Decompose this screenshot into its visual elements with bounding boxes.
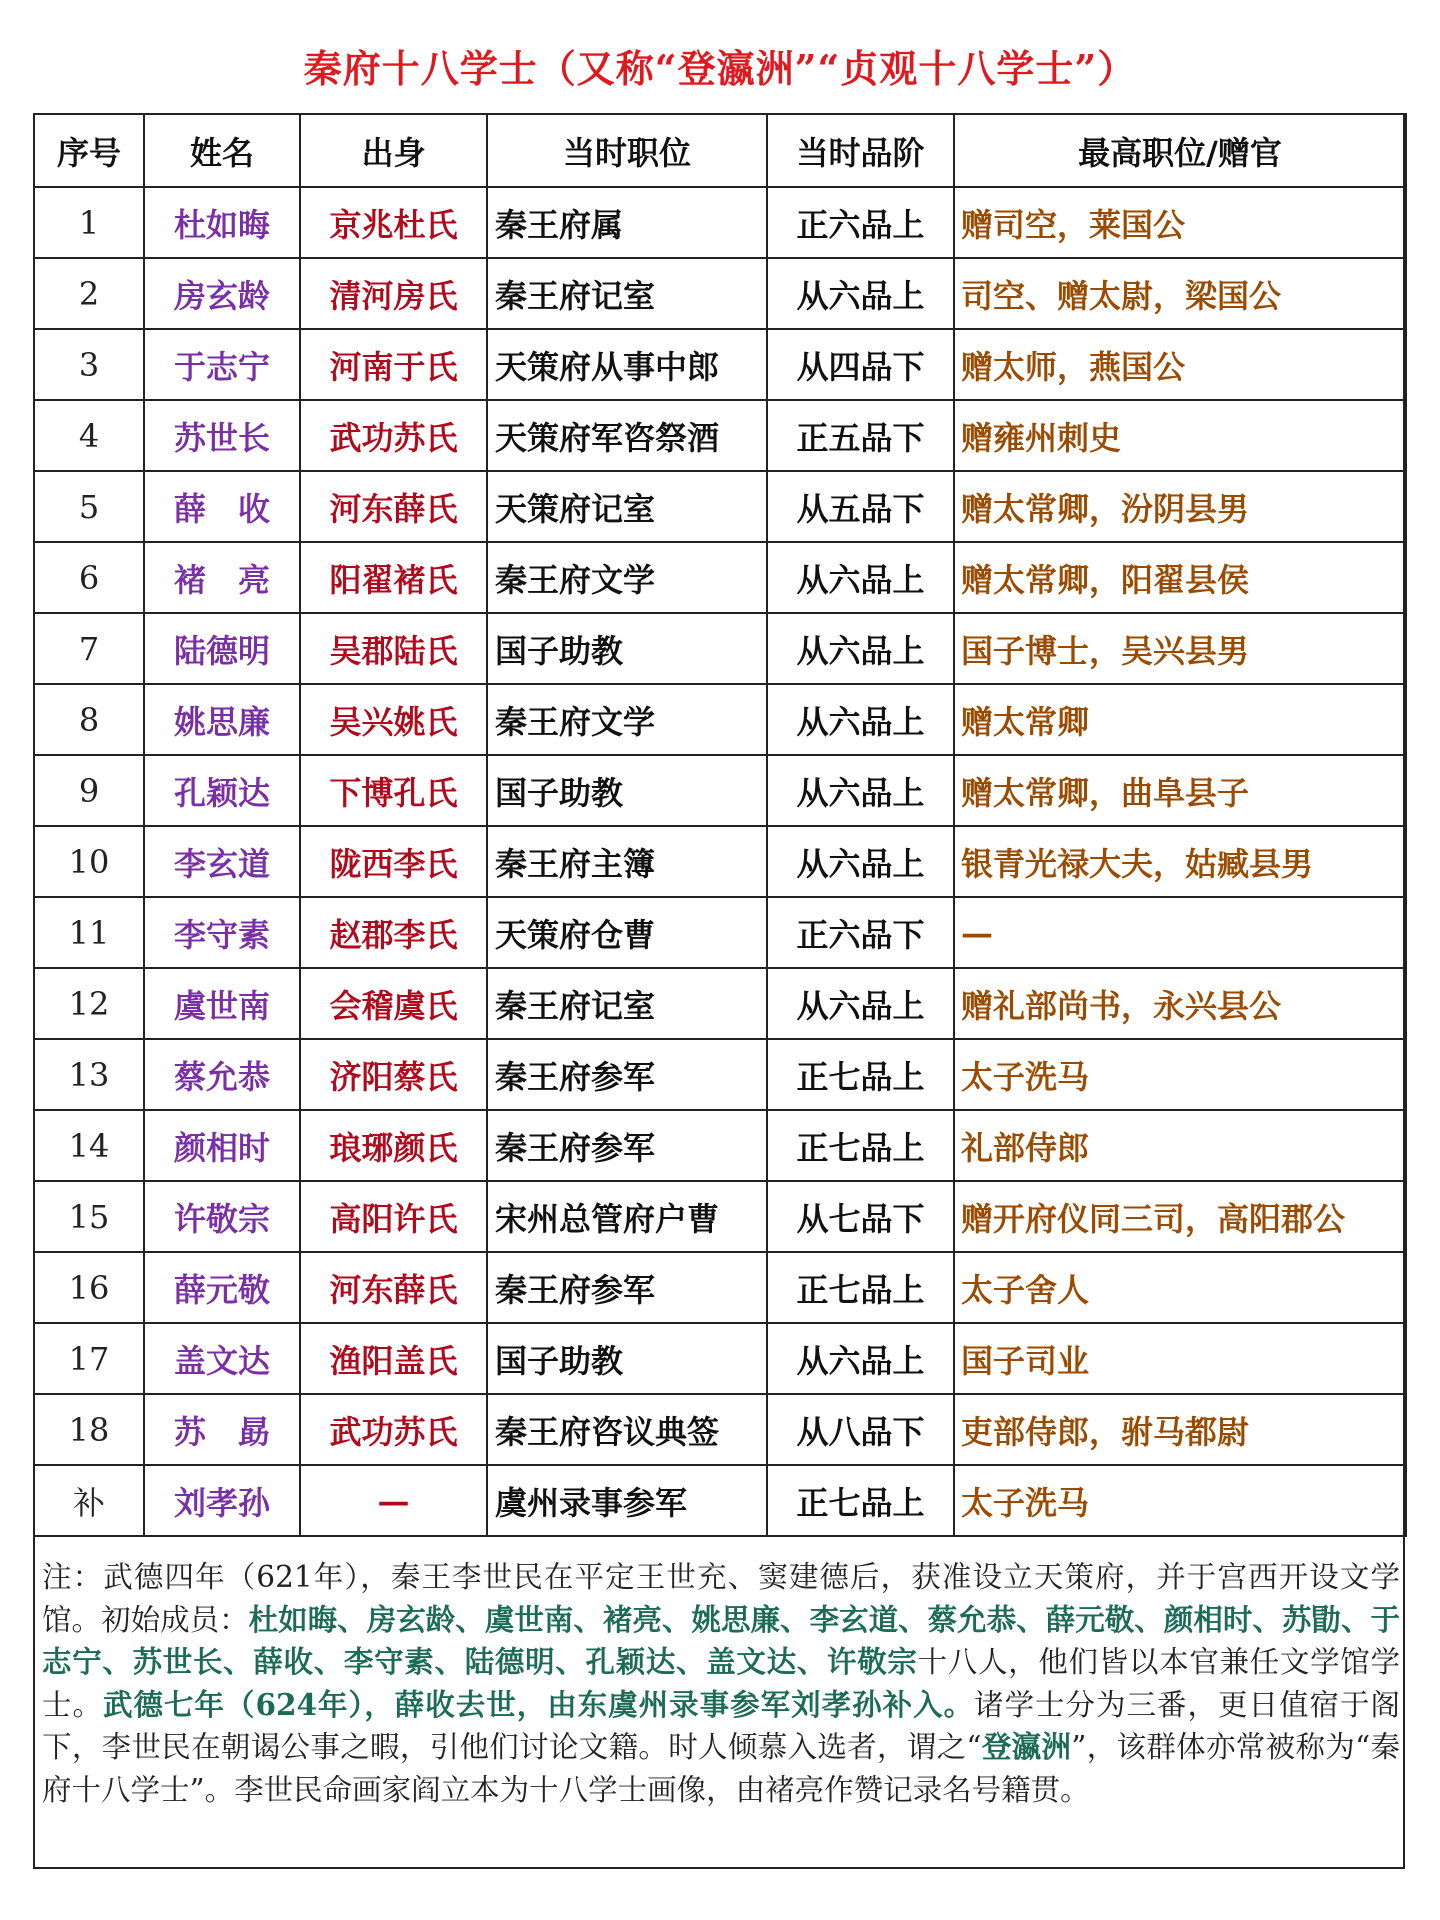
table-row — [34, 1323, 1406, 1394]
cell-no: 17 — [34, 1323, 144, 1394]
table-row — [34, 968, 1406, 1039]
cell-post: 国子助教 — [487, 755, 767, 826]
cell-post: 秦王府参军 — [487, 1039, 767, 1110]
table-row — [34, 613, 1406, 684]
scholars-table — [33, 113, 1407, 1537]
note-text: 注：武德四年（621年），秦王李世民在平定王世充、窦建德后，获准设立天策府，并于宫西开设文学馆。初始成员： — [42, 1560, 1400, 1637]
cell-highest: — — [954, 897, 1406, 968]
cell-origin: 河南于氏 — [300, 329, 487, 400]
cell-rank: 从六品上 — [767, 968, 954, 1039]
table-row — [34, 329, 1406, 400]
table-row — [34, 826, 1406, 897]
cell-rank: 正六品下 — [767, 897, 954, 968]
cell-highest: 赠太常卿，汾阴县男 — [954, 471, 1406, 542]
cell-post: 天策府记室 — [487, 471, 767, 542]
cell-rank: 从六品上 — [767, 684, 954, 755]
cell-origin: 河东薛氏 — [300, 1252, 487, 1323]
table-header-row — [34, 114, 1406, 187]
cell-rank: 从六品上 — [767, 258, 954, 329]
cell-name: 许敬宗 — [144, 1181, 300, 1252]
cell-name: 苏 勗 — [144, 1394, 300, 1465]
cell-post: 宋州总管府户曹 — [487, 1181, 767, 1252]
cell-highest: 赠太常卿 — [954, 684, 1406, 755]
cell-no: 18 — [34, 1394, 144, 1465]
cell-highest: 太子舍人 — [954, 1252, 1406, 1323]
table-row — [34, 1039, 1406, 1110]
cell-no: 7 — [34, 613, 144, 684]
cell-highest: 国子博士，吴兴县男 — [954, 613, 1406, 684]
cell-highest: 赠太常卿，阳翟县侯 — [954, 542, 1406, 613]
cell-post: 天策府仓曹 — [487, 897, 767, 968]
header-highest: 最高职位/赠官 — [954, 114, 1406, 187]
table-row — [34, 1394, 1406, 1465]
cell-no: 2 — [34, 258, 144, 329]
table-row — [34, 684, 1406, 755]
table-row — [34, 1181, 1406, 1252]
cell-origin: 河东薛氏 — [300, 471, 487, 542]
cell-highest: 礼部侍郎 — [954, 1110, 1406, 1181]
cell-origin: 陇西李氏 — [300, 826, 487, 897]
cell-origin: 吴郡陆氏 — [300, 613, 487, 684]
cell-origin: 阳翟褚氏 — [300, 542, 487, 613]
cell-name: 李守素 — [144, 897, 300, 968]
header-post: 当时职位 — [487, 114, 767, 187]
cell-rank: 从四品下 — [767, 329, 954, 400]
cell-rank: 正七品上 — [767, 1252, 954, 1323]
cell-highest: 赠礼部尚书，永兴县公 — [954, 968, 1406, 1039]
cell-rank: 从六品上 — [767, 826, 954, 897]
cell-highest: 赠雍州刺史 — [954, 400, 1406, 471]
cell-no: 11 — [34, 897, 144, 968]
cell-origin: 会稽虞氏 — [300, 968, 487, 1039]
cell-highest: 赠太师，燕国公 — [954, 329, 1406, 400]
cell-rank: 正五品下 — [767, 400, 954, 471]
cell-rank: 从六品上 — [767, 755, 954, 826]
cell-no: 12 — [34, 968, 144, 1039]
cell-origin: 渔阳盖氏 — [300, 1323, 487, 1394]
cell-name: 苏世长 — [144, 400, 300, 471]
cell-name: 于志宁 — [144, 329, 300, 400]
table-row — [34, 542, 1406, 613]
table-row — [34, 1252, 1406, 1323]
cell-name: 薛 收 — [144, 471, 300, 542]
table-row — [34, 1110, 1406, 1181]
cell-origin: 武功苏氏 — [300, 1394, 487, 1465]
cell-no: 16 — [34, 1252, 144, 1323]
cell-post: 秦王府主簿 — [487, 826, 767, 897]
cell-name: 薛元敬 — [144, 1252, 300, 1323]
cell-rank: 正七品上 — [767, 1465, 954, 1536]
cell-origin: 京兆杜氏 — [300, 187, 487, 258]
cell-name: 虞世南 — [144, 968, 300, 1039]
note-members: 杜如晦、房玄龄、虞世南、褚亮、姚思廉、李玄道、蔡允恭、薛元敬、颜相时、苏勖、于志宁、苏世长、薛收、李守素、陆德明、孔颖达、盖文达、许敬宗 — [42, 1601, 1400, 1679]
cell-highest: 赠开府仪同三司，高阳郡公 — [954, 1181, 1406, 1252]
cell-post: 秦王府记室 — [487, 968, 767, 1039]
cell-post: 秦王府参军 — [487, 1252, 767, 1323]
cell-origin: 武功苏氏 — [300, 400, 487, 471]
header-no: 序号 — [34, 114, 144, 187]
cell-origin: 高阳许氏 — [300, 1181, 487, 1252]
table-row — [34, 471, 1406, 542]
cell-highest: 赠司空，莱国公 — [954, 187, 1406, 258]
cell-no: 9 — [34, 755, 144, 826]
cell-highest: 赠太常卿，曲阜县子 — [954, 755, 1406, 826]
table-row — [34, 187, 1406, 258]
cell-origin: 下博孔氏 — [300, 755, 487, 826]
cell-origin: 赵郡李氏 — [300, 897, 487, 968]
cell-post: 秦王府文学 — [487, 542, 767, 613]
cell-no: 10 — [34, 826, 144, 897]
cell-no: 6 — [34, 542, 144, 613]
title: 秦府十八学士（又称“登瀛洲”“贞观十八学士”） — [303, 46, 1137, 91]
note-term: 登瀛洲 — [981, 1729, 1072, 1764]
cell-rank: 正七品上 — [767, 1110, 954, 1181]
cell-highest: 司空、赠太尉，梁国公 — [954, 258, 1406, 329]
cell-post: 秦王府参军 — [487, 1110, 767, 1181]
cell-rank: 从五品下 — [767, 471, 954, 542]
cell-name: 褚 亮 — [144, 542, 300, 613]
note-replacement: 武德七年（624年），薛收去世，由东虞州录事参军刘孝孙补入。 — [102, 1686, 975, 1722]
note-text: 诸学士分为三番，更日值宿于阁下，李世民在朝谒公事之暇，引他们讨论文籍。时人倾慕入选者，谓之“ — [42, 1687, 1400, 1764]
cell-origin: 吴兴姚氏 — [300, 684, 487, 755]
cell-rank: 从六品上 — [767, 542, 954, 613]
cell-name: 颜相时 — [144, 1110, 300, 1181]
cell-rank: 从八品下 — [767, 1394, 954, 1465]
footnote — [42, 1556, 1400, 1811]
cell-rank: 正六品上 — [767, 187, 954, 258]
cell-name: 盖文达 — [144, 1323, 300, 1394]
cell-post: 天策府军咨祭酒 — [487, 400, 767, 471]
cell-post: 天策府从事中郎 — [487, 329, 767, 400]
cell-name: 房玄龄 — [144, 258, 300, 329]
cell-highest: 吏部侍郎，驸马都尉 — [954, 1394, 1406, 1465]
cell-rank: 正七品上 — [767, 1039, 954, 1110]
cell-name: 孔颖达 — [144, 755, 300, 826]
cell-post: 秦王府属 — [487, 187, 767, 258]
table-row — [34, 755, 1406, 826]
cell-name: 陆德明 — [144, 613, 300, 684]
cell-no: 14 — [34, 1110, 144, 1181]
cell-name: 蔡允恭 — [144, 1039, 300, 1110]
cell-name: 姚思廉 — [144, 684, 300, 755]
cell-post: 秦王府文学 — [487, 684, 767, 755]
cell-rank: 从六品上 — [767, 1323, 954, 1394]
cell-post: 秦王府记室 — [487, 258, 767, 329]
cell-no: 3 — [34, 329, 144, 400]
cell-origin: 清河房氏 — [300, 258, 487, 329]
cell-name: 刘孝孙 — [144, 1465, 300, 1536]
cell-post: 国子助教 — [487, 613, 767, 684]
cell-no: 1 — [34, 187, 144, 258]
cell-highest: 国子司业 — [954, 1323, 1406, 1394]
table-row — [34, 400, 1406, 471]
header-rank: 当时品阶 — [767, 114, 954, 187]
cell-rank: 从六品上 — [767, 613, 954, 684]
cell-highest: 太子洗马 — [954, 1465, 1406, 1536]
cell-no: 4 — [34, 400, 144, 471]
cell-post: 虞州录事参军 — [487, 1465, 767, 1536]
cell-origin: 济阳蔡氏 — [300, 1039, 487, 1110]
cell-no: 5 — [34, 471, 144, 542]
cell-name: 杜如晦 — [144, 187, 300, 258]
table-row — [34, 258, 1406, 329]
cell-no: 8 — [34, 684, 144, 755]
table-row — [34, 1465, 1406, 1536]
cell-no: 15 — [34, 1181, 144, 1252]
header-name: 姓名 — [144, 114, 300, 187]
note-text: 十八人，他们皆以本官兼任文学馆学士。 — [42, 1645, 1400, 1722]
header-origin: 出身 — [300, 114, 487, 187]
cell-origin: — — [300, 1465, 487, 1536]
cell-no: 补 — [34, 1465, 144, 1536]
cell-highest: 太子洗马 — [954, 1039, 1406, 1110]
note-text: ”，该群体亦常被称为“秦府十八学士”。李世民命画家阎立本为十八学士画像，由褚亮作赞记录名号籍贯。 — [42, 1730, 1400, 1807]
cell-origin: 琅琊颜氏 — [300, 1110, 487, 1181]
cell-post: 秦王府咨议典签 — [487, 1394, 767, 1465]
cell-rank: 从七品下 — [767, 1181, 954, 1252]
cell-no: 13 — [34, 1039, 144, 1110]
cell-highest: 银青光禄大夫，姑臧县男 — [954, 826, 1406, 897]
table-row — [34, 897, 1406, 968]
cell-post: 国子助教 — [487, 1323, 767, 1394]
cell-name: 李玄道 — [144, 826, 300, 897]
